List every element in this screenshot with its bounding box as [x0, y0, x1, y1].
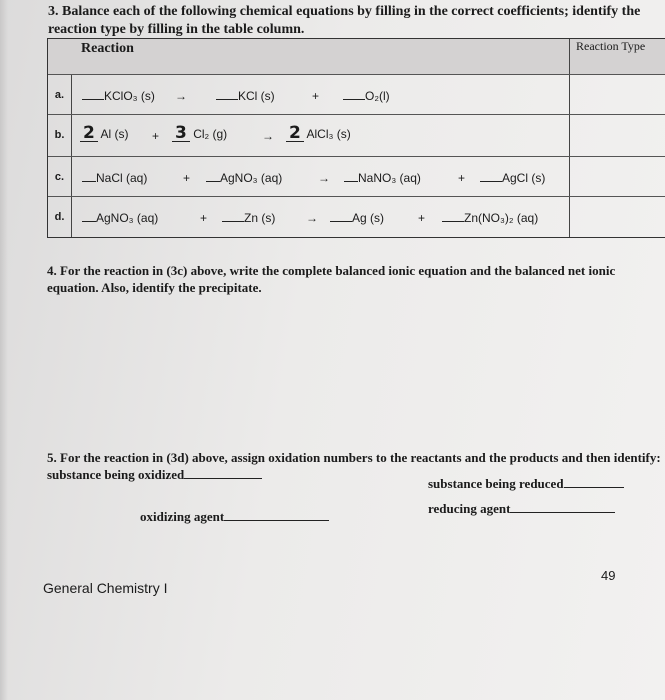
term: 2 AlCl₃ (s): [286, 125, 351, 142]
row-label: c.: [54, 171, 65, 183]
term: KClO₃ (s): [82, 89, 155, 103]
arrow: →: [175, 89, 187, 103]
term: Zn (s): [222, 211, 275, 225]
page-number: 49: [601, 568, 616, 583]
oxidizing-agent-prompt: oxidizing agent: [140, 508, 329, 525]
plus-sign: +: [183, 171, 191, 185]
handwritten-coefficient[interactable]: 3: [172, 125, 190, 142]
coefficient-blank[interactable]: [82, 171, 96, 182]
coefficient-blank[interactable]: [343, 89, 365, 100]
question-3-text: 3. Balance each of the following chemical equations by filling in the correct coefficients; identify the reaction type by filling in the table column.: [48, 4, 641, 37]
coefficient-blank[interactable]: [82, 211, 96, 222]
page-edge-shadow: [0, 0, 8, 700]
answer-line-reducing-agent[interactable]: [510, 500, 615, 513]
term: 2 Al (s): [80, 125, 129, 142]
term: Zn(NO₃)₂ (aq): [442, 211, 538, 225]
table-row-d: [48, 196, 665, 237]
term: NaCl (aq): [82, 171, 147, 185]
term: AgNO₃ (aq): [82, 211, 158, 225]
term: 3 Cl₂ (g): [172, 125, 227, 142]
header-reaction: Reaction: [81, 41, 134, 56]
term: AgNO₃ (aq): [206, 171, 282, 185]
row-label: b.: [54, 129, 65, 141]
question-4-text: 4. For the reaction in (3c) above, write the complete balanced ionic equation and the balanced net ionic equation. Also, identify the precipitate.: [47, 263, 616, 295]
coefficient-blank[interactable]: [222, 211, 244, 222]
row-label: d.: [54, 211, 65, 223]
coefficient-blank[interactable]: [330, 211, 352, 222]
table-row-c: [48, 156, 665, 197]
handwritten-coefficient[interactable]: 2: [286, 125, 304, 142]
coefficient-blank[interactable]: [480, 171, 502, 182]
term: Ag (s): [330, 211, 384, 225]
question-5-text: 5. For the reaction in (3d) above, assign oxidation numbers to the reactants and the products and then identify: substance being oxidized: [47, 450, 661, 482]
row-label: a.: [54, 89, 65, 101]
coefficient-blank[interactable]: [82, 89, 104, 100]
answer-line-oxidized[interactable]: [184, 466, 262, 479]
coefficient-blank[interactable]: [442, 211, 464, 222]
reaction-table: [47, 38, 665, 238]
arrow: →: [262, 129, 274, 143]
arrow: →: [318, 171, 330, 185]
plus-sign: +: [418, 211, 426, 225]
table-header: [48, 39, 665, 75]
coefficient-blank[interactable]: [206, 171, 220, 182]
term: KCl (s): [216, 89, 275, 103]
answer-line-oxidizing-agent[interactable]: [224, 508, 329, 521]
arrow: →: [306, 211, 318, 225]
term: NaNO₃ (aq): [344, 171, 421, 185]
term: O₂(l): [343, 89, 390, 103]
course-footer: General Chemistry I: [43, 580, 168, 596]
table-row-a: [48, 74, 665, 115]
answer-line-reduced[interactable]: [564, 475, 624, 488]
plus-sign: +: [152, 129, 160, 143]
coefficient-blank[interactable]: [216, 89, 238, 100]
reducing-agent-prompt: reducing agent: [428, 500, 615, 517]
handwritten-coefficient[interactable]: 2: [80, 125, 98, 142]
table-row-b: [48, 114, 665, 155]
coefficient-blank[interactable]: [344, 171, 358, 182]
plus-sign: +: [200, 211, 208, 225]
header-reaction-type: Reaction Type: [576, 39, 646, 53]
plus-sign: +: [312, 89, 320, 103]
plus-sign: +: [458, 171, 466, 185]
reduced-prompt: substance being reduced: [428, 475, 624, 492]
term: AgCl (s): [480, 171, 545, 185]
